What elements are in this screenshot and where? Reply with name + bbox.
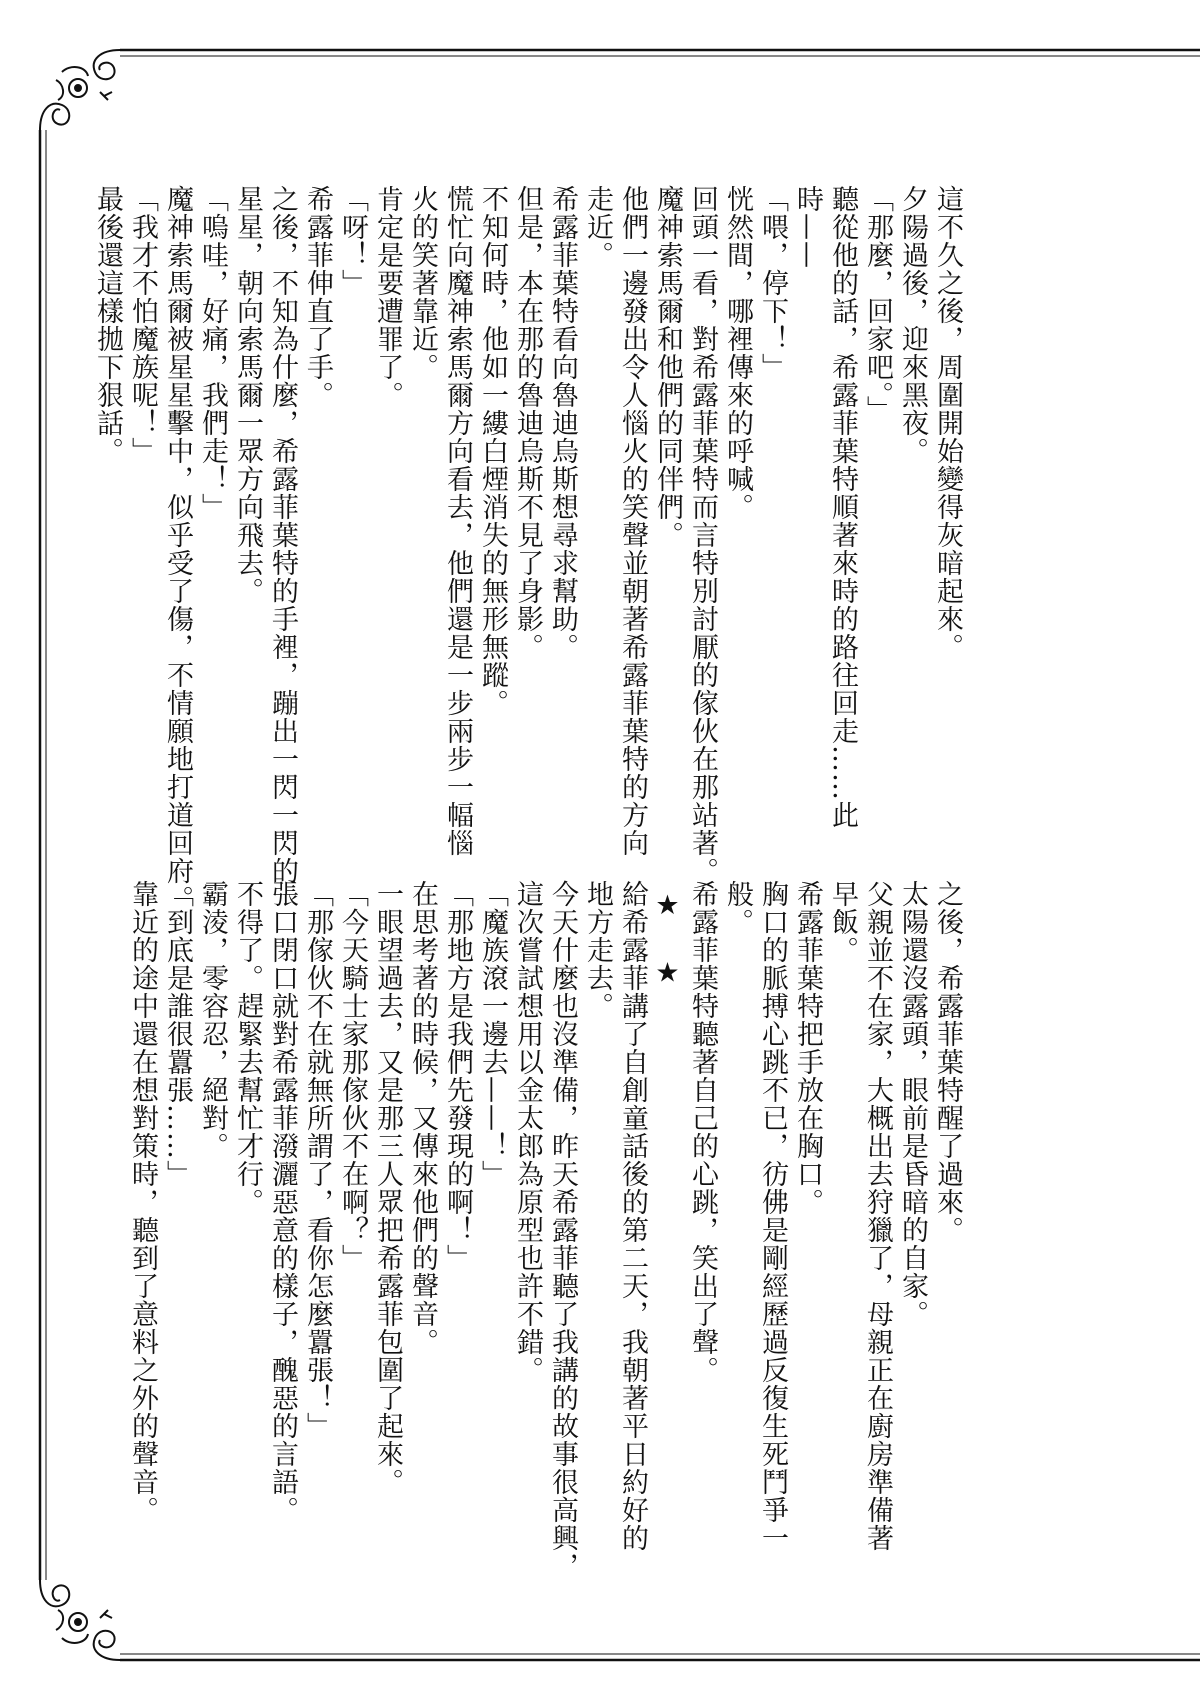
text-column: 不得了。趕緊去幫忙才行。 [232,880,263,1216]
text-column: 今天什麼也沒準備，昨天希露菲聽了我講的故事很高興， [547,880,578,1580]
text-column: 靠近的途中還在想對策時，聽到了意料之外的聲音。 [127,880,158,1524]
text-column: 但是，本在那的魯迪烏斯不見了身影。 [512,185,543,661]
text-column: 般。 [722,880,753,936]
text-column: 最後還這樣拋下狠話。 [92,185,123,465]
text-column: 魔神索馬爾和他們的同伴們。 [652,185,683,549]
text-column: 「喂，停下！」 [757,185,788,381]
text-column: 之後，希露菲葉特醒了過來。 [932,880,963,1244]
text-column: 之後，不知為什麼，希露菲葉特的手裡，蹦出一閃一閃的 [267,185,298,885]
text-column: 霸淩，零容忍，絕對。 [197,880,228,1160]
text-column: 這次嘗試想用以金太郎為原型也許不錯。 [512,880,543,1384]
text-column: 「嗚哇，好痛，我們走！」 [197,185,228,521]
text-column: 他們一邊發出令人惱火的笑聲並朝著希露菲葉特的方向 [617,185,648,857]
text-column: 胸口的脈搏心跳不已，彷佛是剛經歷過反復生死鬥爭一 [757,880,788,1552]
text-column: 星星，朝向索馬爾一眾方向飛去。 [232,185,263,605]
text-column: 早飯。 [827,880,858,964]
lower-text-block [125,880,965,1580]
text-column: 給希露菲講了自創童話後的第二天，我朝著平日約好的 [617,880,648,1552]
text-column: 夕陽過後，迎來黑夜。 [897,185,928,465]
text-column: 張口閉口就對希露菲潑灑惡意的樣子，醜惡的言語。 [267,880,298,1524]
text-column: 恍然間，哪裡傳來的呼喊。 [722,185,753,521]
text-column: 聽從他的話，希露菲葉特順著來時的路往回走……此 [827,185,858,829]
text-column: 回頭一看，對希露菲葉特而言特別討厭的傢伙在那站著。 [687,185,718,885]
text-column: 希露菲葉特把手放在胸口。 [792,880,823,1216]
upper-text-block [90,185,965,913]
corner-ornament-top-left-icon [40,50,120,130]
text-column: 「那麼，回家吧。」 [862,185,893,424]
text-column: 「我才不怕魔族呢！」 [127,185,158,465]
text-column: 肯定是要遭罪了。 [372,185,403,409]
text-column: 太陽還沒露頭，眼前是昏暗的自家。 [897,880,928,1328]
text-column: 希露菲伸直了手。 [302,185,333,409]
text-column: 希露菲葉特聽著自己的心跳，笑出了聲。 [687,880,718,1384]
text-column: 時—— [792,185,823,269]
text-column: 走近。 [582,185,613,269]
text-column: 魔神索馬爾被星星擊中，似乎受了傷，不情願地打道回府。 [162,185,193,913]
text-column: 地方走去。 [582,880,613,1020]
text-column: 「那傢伙不在就無所謂了，看你怎麼囂張！」 [302,880,333,1440]
text-column: 不知何時，他如一縷白煙消失的無形無蹤。 [477,185,508,717]
text-column: 「魔族滾一邊去——！」 [477,880,508,1188]
text-column: 希露菲葉特看向魯迪烏斯想尋求幫助。 [547,185,578,661]
text-column: 在思考著的時候，又傳來他們的聲音。 [407,880,438,1356]
text-column: 慌忙向魔神索馬爾方向看去，他們還是一步兩步一幅惱 [442,185,473,857]
section-separator-stars: ★ ★ [652,890,683,1003]
text-column: 「呀！」 [337,185,368,297]
text-column: 父親並不在家，大概出去狩獵了，母親正在廚房準備著 [862,880,893,1552]
text-column: 這不久之後，周圍開始變得灰暗起來。 [932,185,963,661]
corner-ornament-bottom-left-icon [40,1580,120,1660]
text-column: 「到底是誰很囂張……」 [162,880,193,1188]
text-column: 一眼望過去，又是那三人眾把希露菲包圍了起來。 [372,880,403,1496]
text-column: 「那地方是我們先發現的啊！」 [442,880,473,1272]
text-column: 火的笑著靠近。 [407,185,438,381]
text-column: 「今天騎士家那傢伙不在啊？」 [337,880,368,1272]
